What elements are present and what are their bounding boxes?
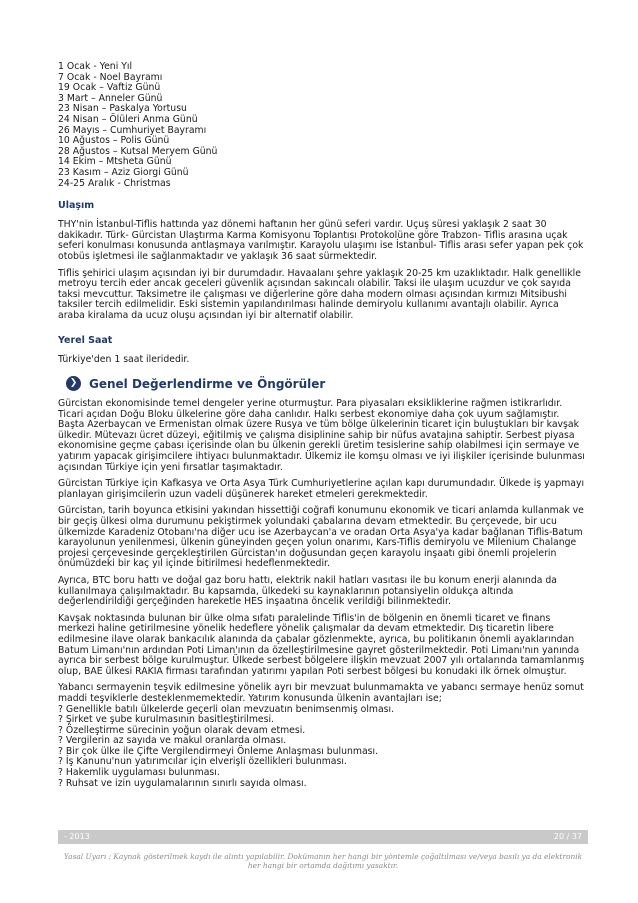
holiday-item: 10 Ağustos – Polis Günü	[58, 135, 170, 147]
advantage-item: ? Bir çok ülke ile Çifte Vergilendirmeyi Önleme Anlaşması bulunması.	[58, 745, 379, 757]
page-content	[58, 62, 588, 789]
holiday-item: 3 Mart – Anneler Günü	[58, 92, 163, 104]
footer-year: - 2013	[64, 832, 90, 841]
genel-paragraph: Kavşak noktasında bulunan bir ülke olma sıfatı paralelinde Tiflis'in de bölgenin en önemli ticaret ve finans merkezi haline getirilmesine yönelik hedeflere yönelik çalışmalar da devam etmektedir. Dış ticaretin libere edilmesine ilave olarak bankacılık alanında da çabalar gözlenmekte, ayrıca, bu politikanın önemli ayaklarından Batum Limanı'nın ardından Poti Liman'ının da özelleştirilmesine gayret gösterilmektedir. Poti Limanı'nın yanında ayrıca bir serbest bölge kurulmuştur. Ülkede serbest bölgelere ilişkin mevzuat 2007 yılı ortalarında tamamlanmış olup, BAE ülkesi RAKIA firması tarafından yatırımı yapılan Poti serbest bölgesi bu konudaki ilk örnek olmuştur.	[58, 612, 585, 677]
legal-disclaimer: Yasal Uyarı : Kaynak gösterilmek kaydı ile alıntı yapılabilir. Dokümanın her hangi bir yöntemle çoğaltılması ve/veya basılı ya da elektronik her hangi bir ortamda dağıtımı yasaktır.	[63, 852, 583, 870]
holiday-item: 1 Ocak - Yeni Yıl	[58, 61, 133, 72]
genel-paragraph: Ayrıca, BTC boru hattı ve doğal gaz boru hattı, elektrik nakil hatları vasıtası ile bu konum enerji alanında da kullanılmaya çalışılmaktadır. Bu kapsamda, ülkedeki su kaynaklarının potansiyelin oldukça altında değerlendirildiği gerçeğinden hareketle HES inşaatına öncelik verildiği bilinmektedir.	[58, 574, 557, 608]
genel-heading-title: Genel Değerlendirme ve Öngörüler	[89, 376, 326, 391]
genel-paragraph: Gürcistan ekonomisinde temel dengeler yerine oturmuştur. Para piyasaları eksikliklerine rağmen istikrarlıdır. Ticari açıdan Doğu Bloku ülkelerine göre daha canlıdır. Halkı serbest ekonomiye daha çok uyum sağlamıştır. Başta Azerbaycan ve Ermenistan olmak üzere Rusya ve tüm bölge ülkelerinin ticaret için buluştukları bir kavşak ülkedir. Mütevazı ücret düzeyi, eğitilmiş ve çalışma disiplinine sahip bir nüfus avatajına sahiptir. Serbest piyasa ekonomisine geçme çabası içerisinde olan bu ülkenin gerekli üretim tesislerine sahip olabilmesi için sermaye ve yatırım yapacak girişimcilere ihtiyacı bulunmaktadır. Ülkemiz ile komşu olması ve iyi ilişkiler içerisinde bulunması açısından Türkiye için yeni fırsatlar taşımaktadır.	[58, 398, 585, 473]
advantage-item: ? İş Kanunu'nun yatırımcılar için elverişli özellikleri bulunması.	[58, 756, 347, 768]
holiday-item: 14 Ekim – Mtsheta Günü	[58, 156, 172, 168]
advantage-item: ? Vergilerin az sayıda ve makul oranlarda olması.	[58, 735, 287, 747]
holiday-item: 24 Nisan – Ölüleri Anma Günü	[58, 113, 198, 125]
holiday-item: 19 Ocak – Vaftiz Günü	[58, 82, 161, 94]
holiday-item: 23 Kasım – Aziz Giorgi Günü	[58, 166, 189, 178]
genel-heading	[58, 376, 588, 391]
chevron-right-icon: ❯	[66, 376, 81, 391]
ulasim-heading: Ulaşım	[58, 200, 95, 212]
genel-paragraph: Yabancı sermayenin teşvik edilmesine yönelik ayrı bir mevzuat bulunmamakta ve yabancı sermaye henüz somut maddi teşviklerle desteklenmemektedir. Yatırım konusunda ülkenin avantajları ise;	[58, 682, 584, 704]
advantage-item: ? Ruhsat ve izin uygulamalarının sınırlı sayıda olması.	[58, 777, 307, 789]
ulasim-paragraph: Tiflis şehirici ulaşım açısından iyi bir durumdadır. Havaalanı şehre yaklaşık 20-25 km uzaklıktadır. Halk genellikle metroyu tercih eder ancak geceleri güvenlik açısından sakıncalı olabilir. Taksi ile ulaşım ucuzdur ve çok sayıda taksi mevcuttur. Taksimetre ile çalışması ve diğerlerine göre daha modern olması açısından kırmızı Mitsibushi taksiler tercih edilmelidir. Eski sistemin yapılandırılması halinde demiryolu kullanımı avantajlı olabilir. Ayrıca araba kiralama da ucuz oluşu açısından iyi bir alternatif olabilir.	[58, 267, 581, 321]
holiday-item: 28 Ağustos – Kutsal Meryem Günü	[58, 145, 218, 157]
advantage-item: ? Hakemlik uygulaması bulunması.	[58, 767, 220, 779]
holiday-item: 23 Nisan – Paskalya Yortusu	[58, 103, 187, 115]
footer-bar	[58, 830, 588, 844]
holiday-item: 7 Ocak - Noel Bayramı	[58, 71, 163, 83]
advantage-item: ? Genellikle batılı ülkelerde geçerli olan mevzuatın benimsenmiş olması.	[58, 703, 395, 715]
holiday-item: 24-25 Aralık - Christmas	[58, 177, 171, 189]
advantages-list	[58, 705, 588, 790]
ulasim-paragraph: THY'nin İstanbul-Tiflis hattında yaz dönemi haftanın her günü seferi vardır. Uçuş süresi yaklaşık 2 saat 30 dakikadır. Türk- Gürcistan Ulaştırma Karma Komisyonu Toplantısı Protokolüne göre Trabzon- Tiflis arasına uçak seferi konulması konusunda antlaşmaya varılmıştır. Karayolu ulaşımı ise İstanbul- Tiflis arası sefer yapan pek çok otobüs işletmesi ile sağlanmaktadır ve yaklaşık 36 saat sürmektedir.	[58, 219, 584, 262]
page-number: 20 / 37	[553, 832, 582, 841]
holiday-list	[58, 62, 588, 189]
genel-paragraph: Gürcistan Türkiye için Kafkasya ve Orta Asya Türk Cumhuriyetlerine açılan kapı durumundadır. Ülkede iş yapmayı planlayan girişimcilerin uzun vadeli düşünerek hareket etmeleri gerekmektedir.	[58, 478, 585, 500]
yerel-saat-text: Türkiye'den 1 saat ileridedir.	[58, 354, 190, 366]
advantage-item: ? Özelleştirme sürecinin yoğun olarak devam etmesi.	[58, 724, 306, 736]
holiday-item: 26 Mayıs – Cumhuriyet Bayramı	[58, 124, 207, 136]
genel-paragraph: Gürcistan, tarih boyunca etkisini yakından hissettiği coğrafi konumunu ekonomik ve ticari anlamda kullanmak ve bir geçiş ülkesi olma durumunu pekiştirmek yolundaki çabalarına devam etmektedir. Bu çerçevede, bir ucu ülkemizde Karadeniz Otobanı'na diğer ucu ise Azerbaycan'a ve oradan Orta Asya'ya kadar bağlanan Tiflis-Batum karayolunun yenilenmesi, ülkenin güneyinden geçen yolun onarımı, Kars-Tiflis demiryolu ve Milenium Chalange projesi çerçevesinde gerçekleştirilen Gürcistan'ın doğusundan geçen karayolu inşaatı gibi önemli projelerin önümüzdeki bir kaç yıl içinde bitirilmesi hedeflenmektedir.	[58, 505, 584, 570]
advantage-item: ? Şirket ve şube kurulmasının basitleştirilmesi.	[58, 714, 275, 726]
yerel-saat-heading: Yerel Saat	[58, 335, 113, 347]
